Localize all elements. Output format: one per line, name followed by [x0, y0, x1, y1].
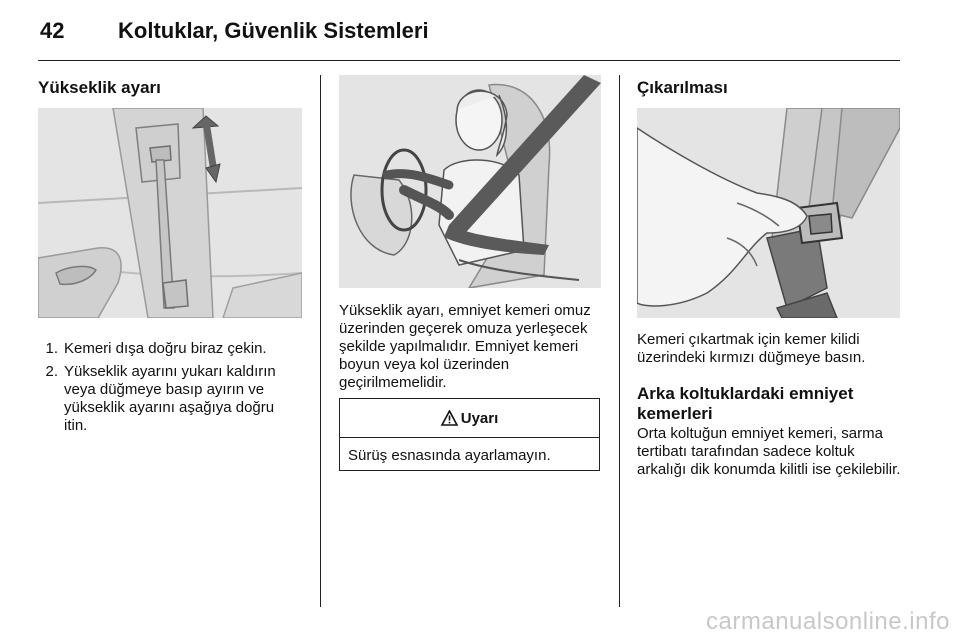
driver-with-seatbelt-illustration: [339, 75, 601, 288]
chapter-title: Koltuklar, Güvenlik Sistemleri: [118, 18, 429, 43]
figure-seated-driver: [339, 75, 601, 288]
list-item: [38, 363, 300, 435]
watermark: carmanualsonline.info: [706, 608, 950, 635]
step-number: 2.: [45, 363, 58, 380]
adjustment-steps-list: [38, 340, 300, 440]
header-rule: [38, 60, 900, 61]
section-title-removal: Çıkarılması: [637, 78, 728, 97]
warning-header: [340, 399, 599, 438]
rear-seatbelts-paragraph: Orta koltuğun emniyet kemeri, sarma tertibatı tarafından sadece koltuk arkalığı dik konumda kilitli ise çekilebilir.: [637, 425, 901, 478]
height-adjustment-paragraph: Yükseklik ayarı, emniyet kemeri omuz üzerinden geçerek omuza yerleşecek şekilde yapılmalıdır. Emniyet kemeri boyun veya kol üzerinden geçirilmemelidir.: [339, 302, 591, 391]
column-divider-right: [619, 75, 620, 607]
page-number: 42: [40, 18, 65, 43]
buckle-release-illustration: [637, 108, 900, 318]
section-title-height-adjustment: Yükseklik ayarı: [38, 78, 161, 97]
step-text: Yükseklik ayarını yukarı kaldırın veya düğmeye basıp ayırın ve yükseklik ayarını aşağıya doğru itin.: [64, 363, 276, 434]
step-text: Kemeri dışa doğru biraz çekin.: [64, 340, 267, 357]
step-number: 1.: [45, 340, 58, 357]
subsection-title-rear-seatbelts: Arka koltuklardaki emniyet kemerleri: [637, 384, 854, 423]
list-item: [38, 340, 300, 358]
belt-height-adjuster-illustration: [38, 108, 302, 318]
removal-paragraph: Kemeri çıkartmak için kemer kilidi üzerindeki kırmızı düğmeye basın.: [637, 331, 866, 366]
warning-box: [339, 398, 600, 471]
figure-belt-buckle-release: [637, 108, 900, 318]
warning-triangle-icon: [441, 410, 458, 426]
figure-belt-height-adjuster: [38, 108, 302, 318]
column-divider-left: [320, 75, 321, 607]
warning-title: Uyarı: [460, 409, 499, 427]
warning-text: Sürüş esnasında ayarlamayın.: [348, 447, 551, 464]
